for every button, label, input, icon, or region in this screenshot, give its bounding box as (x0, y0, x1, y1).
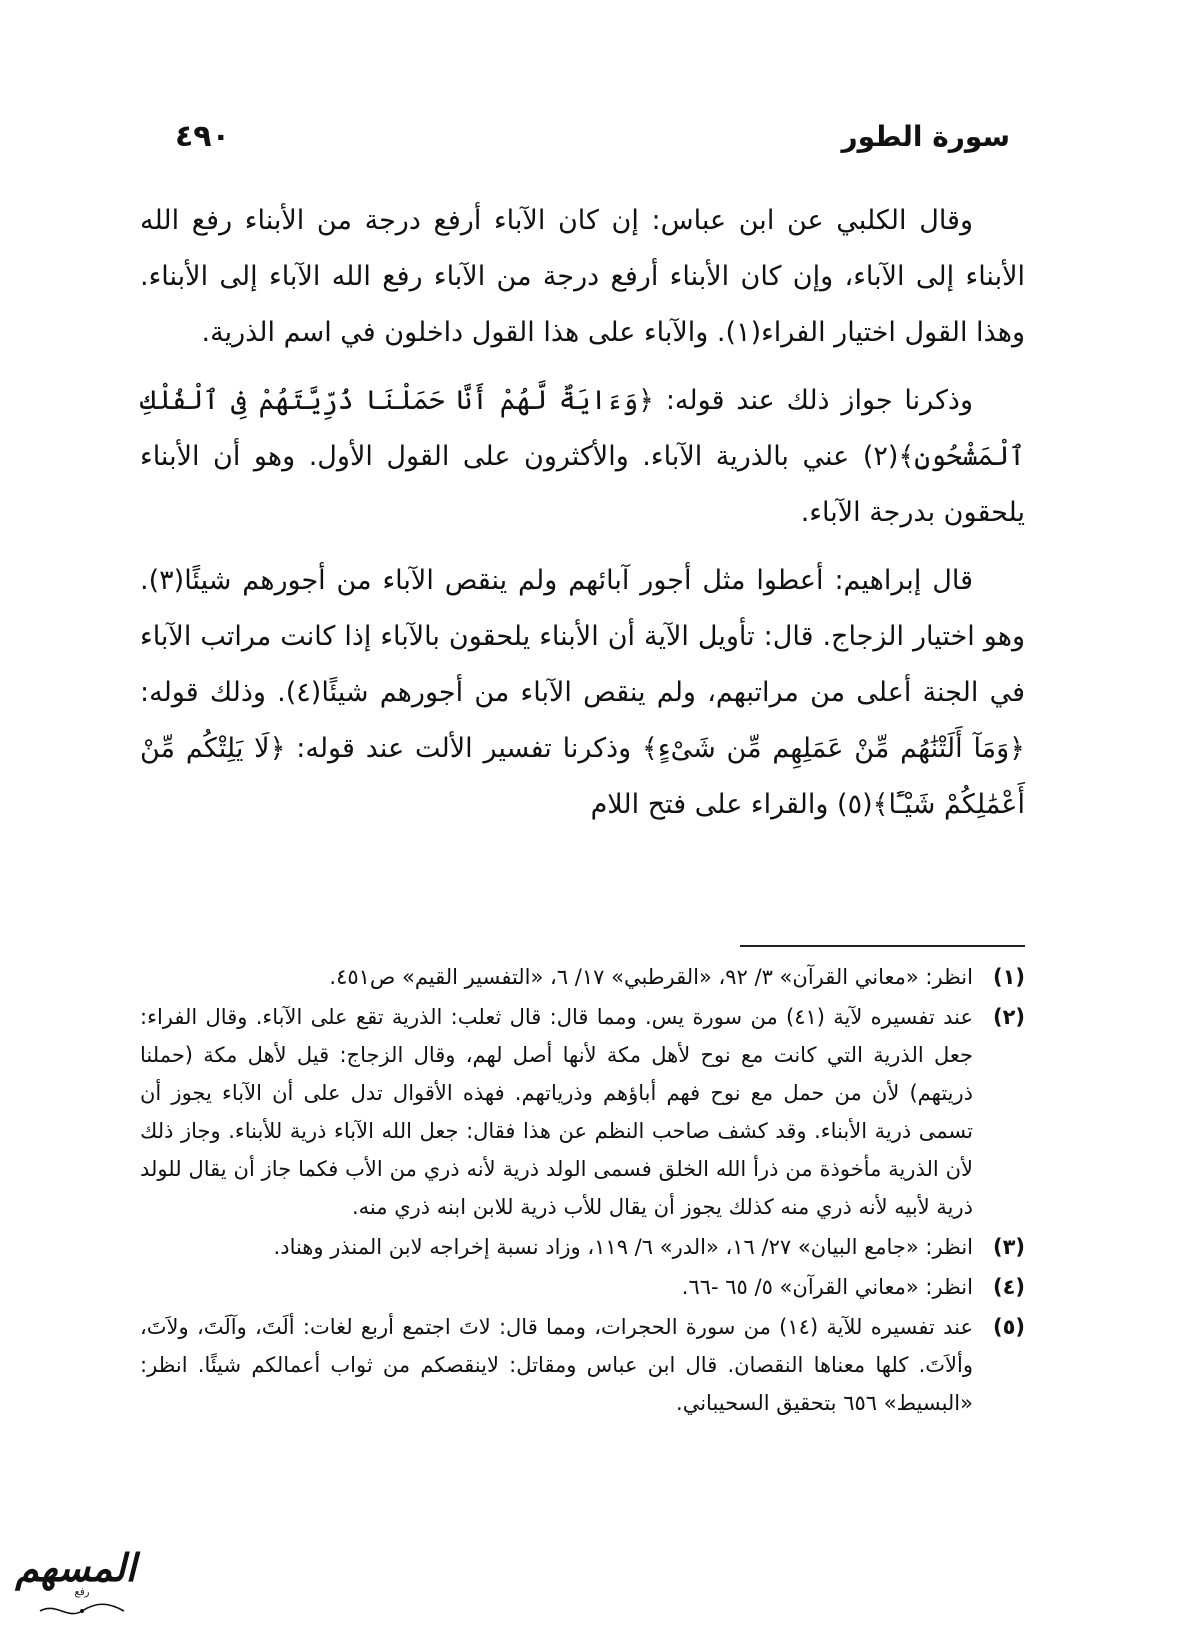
quran-verse-3: ﴿لَا يَلِتْكُم مِّنْ أَعْمَٰلِكُمْ شَيْـًٔا﴾ (140, 733, 1025, 820)
footnote (140, 1268, 1025, 1306)
footnote-text: انظر: «جامع البيان» ٢٧/ ١٦، «الدر» ٦/ ١١٩، وزاد نسبة إخراجه لابن المنذر وهناد. (273, 1235, 973, 1259)
paragraph-1-text: وقال الكلبي عن ابن عباس: إن كان الآباء أرفع درجة من الأبناء رفع الله الأبناء إلى الآباء، وإن كان الأبناء أرفع درجة من الآباء رفع الله الآباء إلى الأبناء. وهذا القول اختيار الفراء (140, 205, 1025, 348)
paragraph-1 (140, 193, 1025, 361)
footnote (140, 1308, 1025, 1422)
paragraph-2 (140, 373, 1025, 541)
footnote (140, 958, 1025, 996)
main-text (140, 193, 1025, 845)
paragraph-3-text: قال إبراهيم: أعطوا مثل أجور آبائهم ولم ينقص الآباء من أجورهم شيئًا (184, 565, 973, 596)
footnote-number: (٣) (992, 1235, 1025, 1259)
footnotes (140, 958, 1025, 1424)
footnote (140, 1228, 1025, 1266)
quran-verse-2: ﴿وَمَآ أَلَتْنَٰهُم مِّنْ عَمَلِهِم مِّن شَىْءٍ﴾ (642, 733, 1025, 764)
paragraph-3-mid: . وهو اختيار الزجاج. قال: تأويل الآية أن الأبناء يلحقون بالآباء إذا كانت مراتب الآباء في الجنة أعلى من مراتبهم، ولم ينقص الآباء من أجورهم شيئًا (140, 565, 1025, 708)
footnote-separator (740, 945, 1025, 947)
footnote (140, 998, 1025, 1226)
footnote-text: عند تفسيره لآية (٤١) من سورة يس. ومما قال: قال ثعلب: الذرية تقع على الآباء. وقال الفراء: جعل الذرية التي كانت مع نوح لأهل مكة لأنها أصل لهم، وقال الزجاج: قيل لأهل مكة (حملنا ذريتهم) لأن من حمل مع نوح فهم أباؤهم وذرياتهم. فهذه الأقوال تدل على أن الآباء يجوز أن تسمى ذرية الأبناء. وقد كشف صاحب النظم عن هذا فقال: جعل الله الآباء ذرية للأبناء. وجاز ذلك لأن الذرية مأخوذة من ذرأ الله الخلق فسمى الولد ذرية لأنه ذري من الأب فكما جاز أن يقال للولد ذرية لأبيه لأنه ذري منه كذلك يجوز أن يقال للأب ذرية للابن ابنه ذري منه. (140, 1005, 973, 1219)
paragraph-3-end: والقراء على فتح اللام (590, 789, 838, 820)
quran-verse-1: ﴿وَءَايَةٌ لَّهُمْ أَنَّا حَمَلْنَا ذُرِّيَّتَهُمْ فِى ٱلْفُلْكِ ٱلْمَشْحُونِ﴾ (140, 385, 1025, 472)
footnote-ref-2: (٢) (862, 441, 899, 472)
footnote-number: (٤) (992, 1275, 1025, 1299)
paragraph-2-end: عني بالذرية الآباء. والأكثرون على القول الأول. وهو أن الأبناء يلحقون بدرجة الآباء. (140, 441, 1025, 528)
logo-small-text: رفع (74, 1587, 90, 1598)
paragraph-3-mid-2: . وذلك قوله: (140, 677, 286, 708)
paragraph-1-end: . والآباء على هذا القول داخلون في اسم الذرية. (201, 317, 726, 348)
page-number: ٤٩٠ (175, 118, 230, 154)
footnote-ref-3: (٣) (148, 565, 185, 596)
footnote-number: (٢) (992, 1005, 1025, 1029)
page-header (175, 112, 1010, 160)
surah-title: سورة الطور (841, 119, 1010, 153)
paragraph-2-text: وذكرنا جواز ذلك عند قوله: (653, 385, 973, 416)
footnote-text: انظر: «معاني القرآن» ٣/ ٩٢، «القرطبي» ١٧/ ٦، «التفسير القيم» ص٤٥١. (329, 965, 973, 989)
paragraph-3-mid-3: وذكرنا تفسير الألت عند قوله: (285, 733, 643, 764)
footnote-text: انظر: «معاني القرآن» ٥/ ٦٥ -٦٦. (681, 1275, 973, 1299)
publisher-logo (15, 1545, 136, 1624)
footnote-number: (٥) (992, 1315, 1025, 1339)
footnote-text: عند تفسيره للآية (١٤) من سورة الحجرات، ومما قال: لاتَ اجتمع أربع لغات: ألَتَ، وآلَتَ، ولاَتَ، وألاَتَ. كلها معناها النقصان. قال ابن عباس ومقاتل: لاينقصكم من ثواب أعمالكم شيئًا. انظر: «البسيط» ٦٥٦ بتحقيق السحيباني. (140, 1315, 974, 1415)
footnote-ref-5: (٥) (837, 789, 873, 820)
footnote-number: (١) (992, 965, 1025, 989)
paragraph-3 (140, 553, 1025, 833)
footnote-ref-4: (٤) (285, 677, 322, 708)
logo-main-text: المسهم (15, 1545, 136, 1590)
footnote-ref-1: (١) (725, 317, 762, 348)
logo-flourish-icon (38, 1602, 126, 1620)
